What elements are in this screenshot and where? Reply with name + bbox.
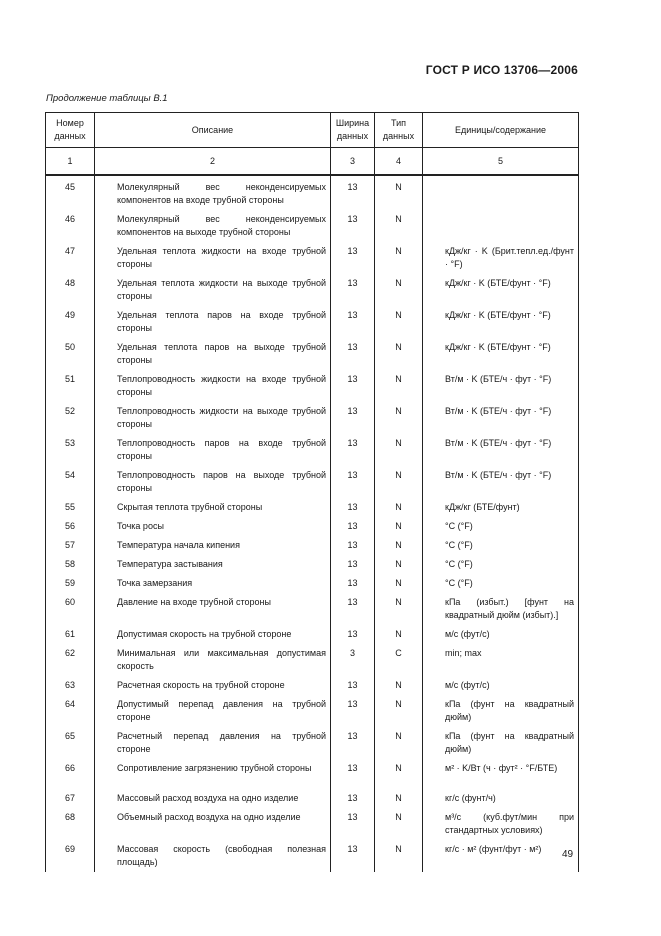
row-type: N [375,625,423,644]
table-row [46,175,579,210]
row-number: 57 [46,536,95,555]
row-units: Вт/м · K (БТЕ/ч · фут · °F) [423,466,579,498]
row-type: N [375,517,423,536]
row-width: 3 [331,644,375,676]
table-row [46,210,579,242]
row-description: Удельная теплота жидкости на выходе трубной стороны [95,274,331,306]
row-type: N [375,306,423,338]
table-continuation-caption: Продолжение таблицы В.1 [46,93,168,104]
row-type: N [375,789,423,808]
row-width: 13 [331,210,375,242]
row-number: 49 [46,306,95,338]
row-units [423,175,579,210]
row-description: Скрытая теплота трубной стороны [95,498,331,517]
row-width: 13 [331,370,375,402]
row-width: 13 [331,808,375,840]
row-width: 13 [331,274,375,306]
row-number: 55 [46,498,95,517]
table-row [46,555,579,574]
table-row [46,274,579,306]
table-row [46,536,579,555]
row-units: Вт/м · K (БТЕ/ч · фут · °F) [423,434,579,466]
row-width: 13 [331,676,375,695]
header-row [46,113,579,148]
table-row [46,593,579,625]
table-row [46,498,579,517]
row-units: кДж/кг · K (БТЕ/фунт · °F) [423,338,579,370]
row-description: Удельная теплота паров на выходе трубной стороны [95,338,331,370]
table-row [46,574,579,593]
row-units: кДж/кг · K (БТЕ/фунт · °F) [423,306,579,338]
row-number: 51 [46,370,95,402]
row-number: 60 [46,593,95,625]
row-units: кг/с (фунт/ч) [423,789,579,808]
row-number: 53 [46,434,95,466]
table-row [46,370,579,402]
table-row [46,695,579,727]
row-number: 45 [46,175,95,210]
row-description: Температура начала кипения [95,536,331,555]
row-number: 66 [46,759,95,789]
row-type: N [375,210,423,242]
row-type: N [375,242,423,274]
table-row [46,306,579,338]
row-type: N [375,695,423,727]
row-type: N [375,498,423,517]
row-number: 58 [46,555,95,574]
column-number: 5 [423,148,579,176]
row-number: 61 [46,625,95,644]
column-number: 3 [331,148,375,176]
row-type: N [375,727,423,759]
table-row [46,625,579,644]
row-units: кДж/кг · K (БТЕ/фунт · °F) [423,274,579,306]
row-units: Вт/м · K (БТЕ/ч · фут · °F) [423,370,579,402]
row-type: N [375,175,423,210]
row-type: N [375,676,423,695]
row-units: м³/с (куб.фут/мин при стандартных условиях) [423,808,579,840]
row-description: Теплопроводность жидкости на входе трубной стороны [95,370,331,402]
row-width: 13 [331,536,375,555]
row-description: Теплопроводность жидкости на выходе трубной стороны [95,402,331,434]
row-number: 48 [46,274,95,306]
row-width: 13 [331,695,375,727]
header-number: Номер данных [46,113,95,148]
row-description: Молекулярный вес неконденсируемых компонентов на выходе трубной стороны [95,210,331,242]
row-width: 13 [331,338,375,370]
table-row [46,789,579,808]
row-units: кг/с · м² (фунт/фут · м²) [423,840,579,872]
data-table [45,112,579,872]
row-units [423,210,579,242]
table-row [46,840,579,872]
table-row [46,759,579,789]
row-width: 13 [331,242,375,274]
row-number: 54 [46,466,95,498]
row-description: Минимальная или максимальная допустимая скорость [95,644,331,676]
row-description: Точка росы [95,517,331,536]
row-units: м/с (фут/с) [423,676,579,695]
row-number: 65 [46,727,95,759]
row-type: N [375,338,423,370]
table-row [46,517,579,536]
row-number: 52 [46,402,95,434]
row-width: 13 [331,175,375,210]
row-number: 50 [46,338,95,370]
row-number: 68 [46,808,95,840]
header-type: Тип данных [375,113,423,148]
row-number: 69 [46,840,95,872]
row-type: N [375,555,423,574]
row-number: 47 [46,242,95,274]
row-description: Массовая скорость (свободная полезная площадь) [95,840,331,872]
row-description: Теплопроводность паров на выходе трубной стороны [95,466,331,498]
row-type: N [375,370,423,402]
row-description: Расчетная скорость на трубной стороне [95,676,331,695]
row-width: 13 [331,434,375,466]
row-type: N [375,759,423,789]
table-row [46,466,579,498]
row-description: Теплопроводность паров на входе трубной стороны [95,434,331,466]
row-units: °C (°F) [423,574,579,593]
row-type: C [375,644,423,676]
row-type: N [375,274,423,306]
header-width: Ширина данных [331,113,375,148]
row-description: Расчетный перепад давления на трубной стороне [95,727,331,759]
table-row [46,338,579,370]
row-width: 13 [331,574,375,593]
row-type: N [375,466,423,498]
row-description: Объемный расход воздуха на одно изделие [95,808,331,840]
row-units: кПа (фунт на квадратный дюйм) [423,695,579,727]
row-width: 13 [331,625,375,644]
row-width: 13 [331,727,375,759]
row-units: °C (°F) [423,536,579,555]
row-description: Допустимый перепад давления на трубной стороне [95,695,331,727]
row-width: 13 [331,840,375,872]
header-units: Единицы/содержание [423,113,579,148]
header-description: Описание [95,113,331,148]
table-row [46,727,579,759]
document-title: ГОСТ Р ИСО 13706—2006 [425,63,578,77]
row-width: 13 [331,466,375,498]
row-description: Удельная теплота жидкости на входе трубной стороны [95,242,331,274]
row-type: N [375,840,423,872]
row-description: Сопротивление загрязнению трубной стороны [95,759,331,789]
row-width: 13 [331,306,375,338]
row-units: °C (°F) [423,517,579,536]
row-number: 67 [46,789,95,808]
row-width: 13 [331,789,375,808]
table-row [46,434,579,466]
row-description: Точка замерзания [95,574,331,593]
row-type: N [375,434,423,466]
row-units: Вт/м · K (БТЕ/ч · фут · °F) [423,402,579,434]
table-row [46,808,579,840]
row-width: 13 [331,593,375,625]
row-description: Массовый расход воздуха на одно изделие [95,789,331,808]
row-type: N [375,808,423,840]
row-units: м² · K/Вт (ч · фут² · °F/БТЕ) [423,759,579,789]
row-width: 13 [331,498,375,517]
row-type: N [375,536,423,555]
table-row [46,242,579,274]
row-number: 63 [46,676,95,695]
row-width: 13 [331,555,375,574]
row-number: 59 [46,574,95,593]
row-number: 62 [46,644,95,676]
column-number: 1 [46,148,95,176]
column-number-row [46,148,579,176]
row-width: 13 [331,402,375,434]
row-units: кДж/кг · K (Брит.тепл.ед./фунт · °F) [423,242,579,274]
row-units: кПа (избыт.) [фунт на квадратный дюйм (избыт).] [423,593,579,625]
page-number: 49 [562,849,574,860]
row-width: 13 [331,517,375,536]
row-units: кПа (фунт на квадратный дюйм) [423,727,579,759]
row-units: °C (°F) [423,555,579,574]
column-number: 4 [375,148,423,176]
column-number: 2 [95,148,331,176]
row-type: N [375,574,423,593]
row-type: N [375,402,423,434]
row-number: 46 [46,210,95,242]
row-description: Молекулярный вес неконденсируемых компонентов на входе трубной стороны [95,175,331,210]
row-units: min; max [423,644,579,676]
table-row [46,676,579,695]
row-number: 64 [46,695,95,727]
row-description: Допустимая скорость на трубной стороне [95,625,331,644]
table-row [46,644,579,676]
row-description: Давление на входе трубной стороны [95,593,331,625]
row-units: кДж/кг (БТЕ/фунт) [423,498,579,517]
row-description: Удельная теплота паров на входе трубной стороны [95,306,331,338]
table-row [46,402,579,434]
row-units: м/с (фут/с) [423,625,579,644]
row-number: 56 [46,517,95,536]
row-width: 13 [331,759,375,789]
row-description: Температура застывания [95,555,331,574]
row-type: N [375,593,423,625]
